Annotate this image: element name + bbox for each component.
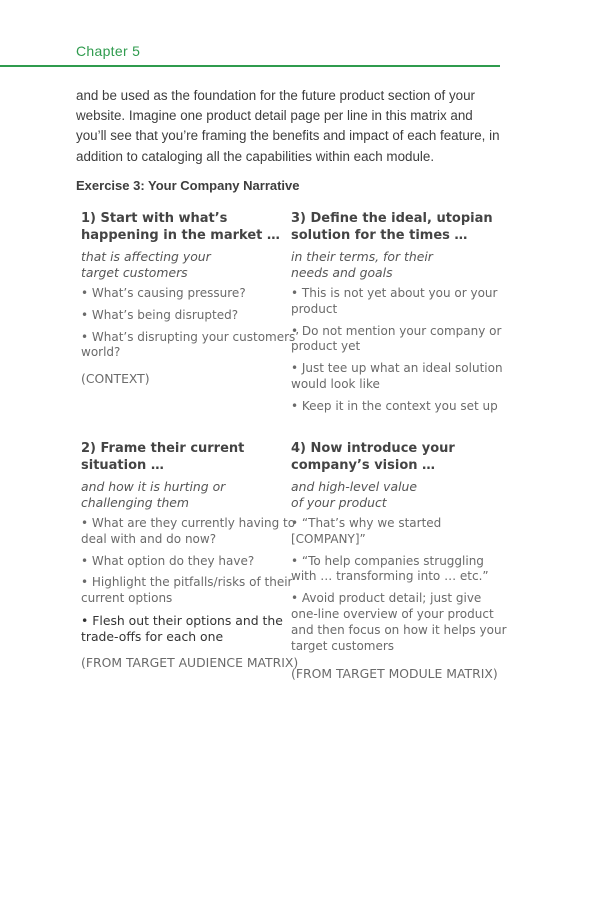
step-subheading-line: target customers [81, 265, 188, 280]
exercise-title: Exercise 3: Your Company Narrative [76, 178, 300, 193]
narrative-step-1 [81, 211, 301, 387]
step-subheading [291, 479, 511, 511]
step-heading [291, 441, 511, 474]
step-subheading-line: and how it is hurting or [81, 479, 226, 494]
step-heading-line: happening in the market … [81, 227, 280, 243]
step-bullet: • What option do they have? [81, 553, 255, 568]
step-heading-line: 4) Now introduce your [291, 441, 455, 456]
narrative-step-4 [291, 441, 511, 682]
step-subheading [291, 249, 511, 281]
step-subheading [81, 249, 301, 281]
step-heading-line: situation … [81, 457, 164, 473]
step-heading [81, 441, 301, 474]
step-bullet: • What’s causing pressure? [81, 286, 246, 300]
step-bullet: • Highlight the pitfalls/risks of their current options [81, 575, 293, 606]
step-subheading-line: in their terms, for their [291, 249, 433, 264]
step-subheading-line: that is affecting your [81, 249, 211, 264]
step-bullet: • What’s disrupting your customers’ world? [81, 329, 300, 360]
step-bullet: • Just tee up what an ideal solution would look like [291, 361, 503, 391]
step-source: (FROM TARGET AUDIENCE MATRIX) [81, 654, 299, 670]
intro-paragraph: and be used as the foundation for the future product section of your website. Imagine one product detail page per line in this matrix and you’ll see that you’re framing the benefits and impact of each feature, in addition to cataloging all the capabilities within each module. [76, 88, 500, 164]
step-heading-line: 3) Define the ideal, utopian [291, 211, 493, 226]
step-bullet: • Flesh out their options and the trade-offs for each one [81, 612, 283, 644]
step-source: (FROM TARGET MODULE MATRIX) [291, 666, 498, 682]
step-source: (CONTEXT) [81, 371, 150, 387]
step-heading [291, 211, 511, 244]
narrative-step-2 [81, 441, 301, 670]
step-heading-line: company’s vision … [291, 457, 436, 473]
chapter-label: Chapter 5 [76, 43, 141, 59]
step-heading [81, 211, 301, 244]
step-subheading-line: and high-level value [291, 479, 417, 494]
step-bullet: • Avoid product detail; just give one-line overview of your product and then focus on how it helps your target customers [291, 591, 507, 653]
step-subheading-line: challenging them [81, 495, 189, 510]
step-bullet: • “To help companies struggling with … transforming into … etc.” [291, 553, 489, 584]
step-subheading [81, 479, 301, 511]
step-bullet: • This is not yet about you or your product [291, 286, 498, 316]
step-bullet: • Keep it in the context you set up [291, 398, 498, 413]
narrative-step-3 [291, 211, 511, 421]
step-bullet: • Do not mention your company or product yet [291, 323, 502, 354]
step-heading-line: 2) Frame their current [81, 441, 245, 456]
step-heading-line: solution for the times … [291, 227, 468, 243]
step-bullet: • “That’s why we started [COMPANY]” [291, 516, 442, 546]
header-divider [0, 65, 500, 67]
step-heading-line: 1) Start with what’s [81, 211, 228, 226]
step-subheading-line: of your product [291, 495, 387, 510]
step-subheading-line: needs and goals [291, 265, 393, 280]
step-bullet: • What are they currently having to deal with and do now? [81, 516, 296, 546]
step-bullet: • What’s being disrupted? [81, 307, 239, 322]
